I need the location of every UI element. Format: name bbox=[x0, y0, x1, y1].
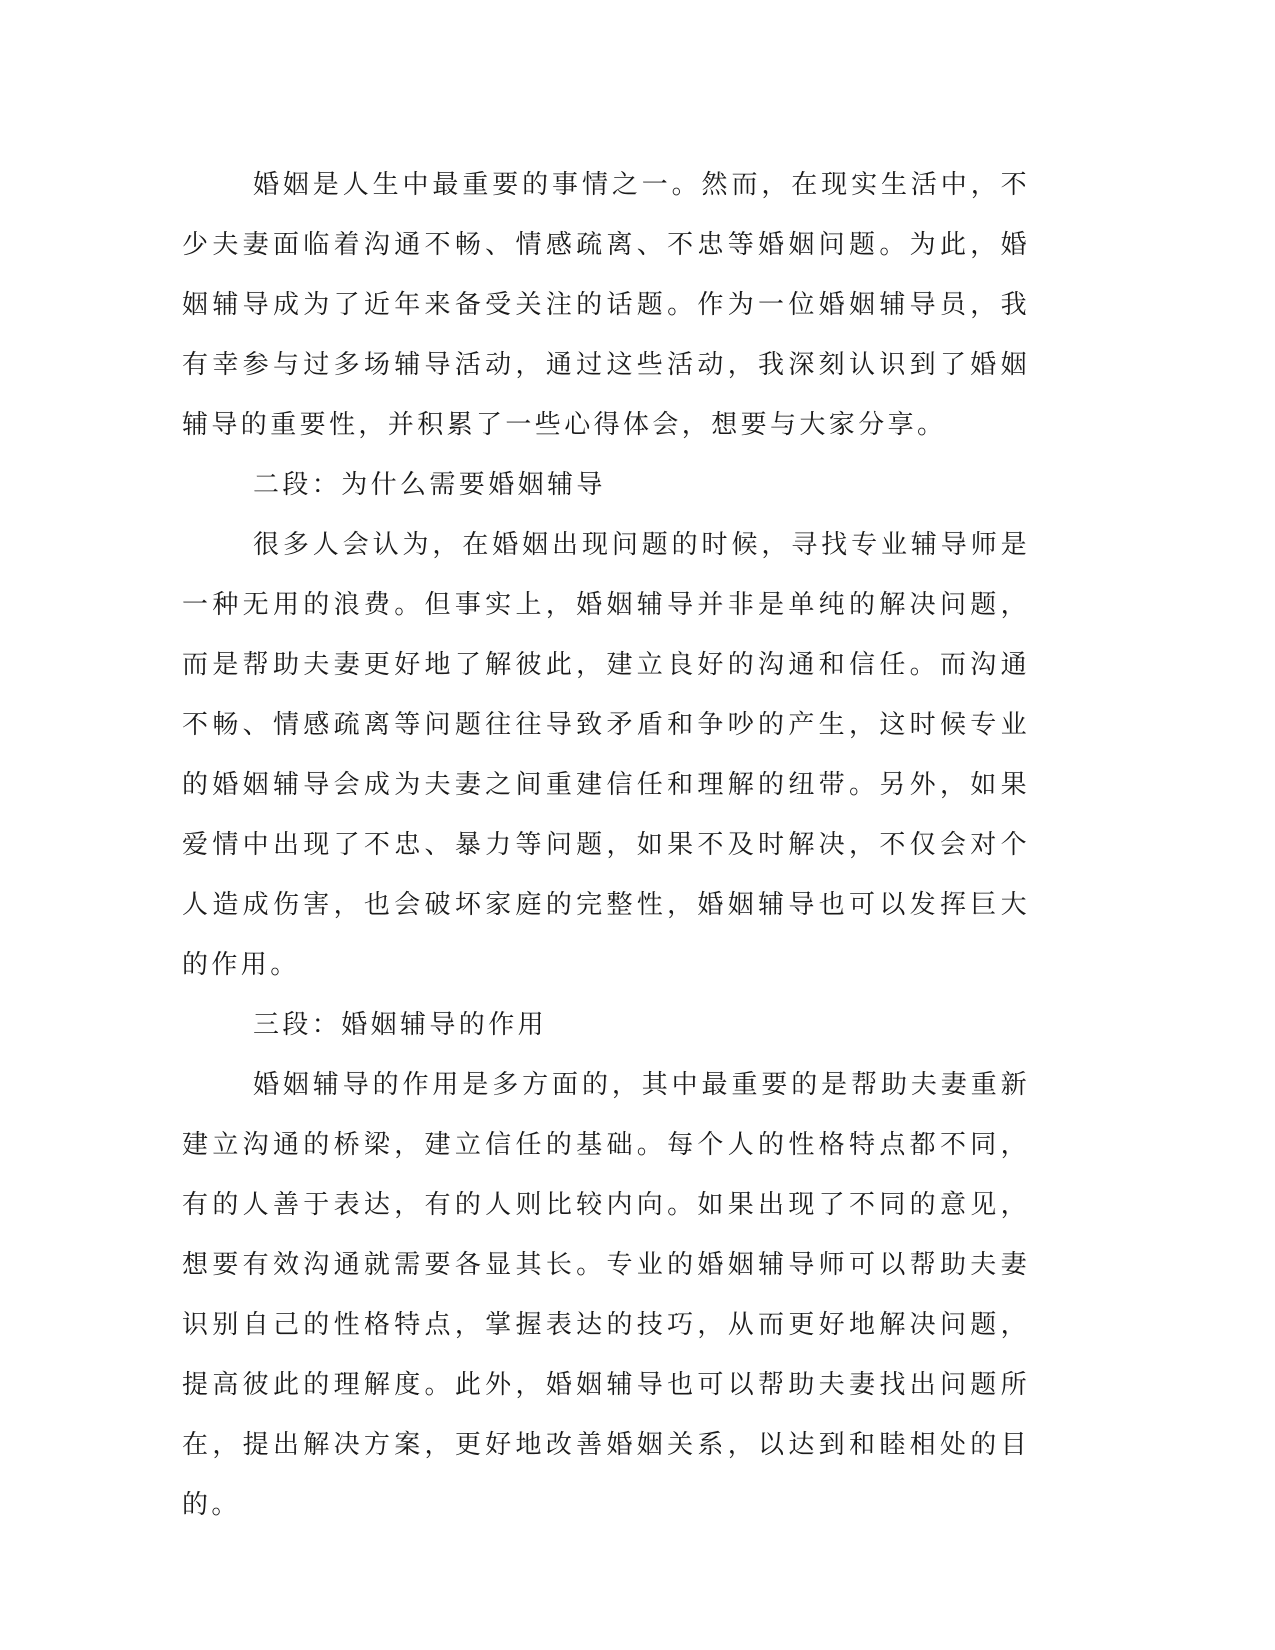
document-body bbox=[182, 155, 1030, 1535]
paragraph-intro: 婚姻是人生中最重要的事情之一。然而，在现实生活中，不少夫妻面临着沟通不畅、情感疏离、不忠等婚姻问题。为此，婚姻辅导成为了近年来备受关注的话题。作为一位婚姻辅导员，我有幸参与过多场辅导活动，通过这些活动，我深刻认识到了婚姻辅导的重要性，并积累了一些心得体会，想要与大家分享。 bbox=[182, 170, 1030, 440]
paragraph-counseling-role: 婚姻辅导的作用是多方面的，其中最重要的是帮助夫妻重新建立沟通的桥梁，建立信任的基础。每个人的性格特点都不同，有的人善于表达，有的人则比较内向。如果出现了不同的意见，想要有效沟通就需要各显其长。专业的婚姻辅导师可以帮助夫妻识别自己的性格特点，掌握表达的技巧，从而更好地解决问题，提高彼此的理解度。此外，婚姻辅导也可以帮助夫妻找出问题所在，提出解决方案，更好地改善婚姻关系，以达到和睦相处的目的。 bbox=[182, 1070, 1030, 1520]
section-heading-two: 二段：为什么需要婚姻辅导 bbox=[253, 470, 606, 500]
paragraph-why-counseling: 很多人会认为，在婚姻出现问题的时候，寻找专业辅导师是一种无用的浪费。但事实上，婚姻辅导并非是单纯的解决问题，而是帮助夫妻更好地了解彼此，建立良好的沟通和信任。而沟通不畅、情感疏离等问题往往导致矛盾和争吵的产生，这时候专业的婚姻辅导会成为夫妻之间重建信任和理解的纽带。另外，如果爱情中出现了不忠、暴力等问题，如果不及时解决，不仅会对个人造成伤害，也会破坏家庭的完整性，婚姻辅导也可以发挥巨大的作用。 bbox=[182, 530, 1030, 980]
section-heading-three: 三段：婚姻辅导的作用 bbox=[253, 1010, 548, 1040]
